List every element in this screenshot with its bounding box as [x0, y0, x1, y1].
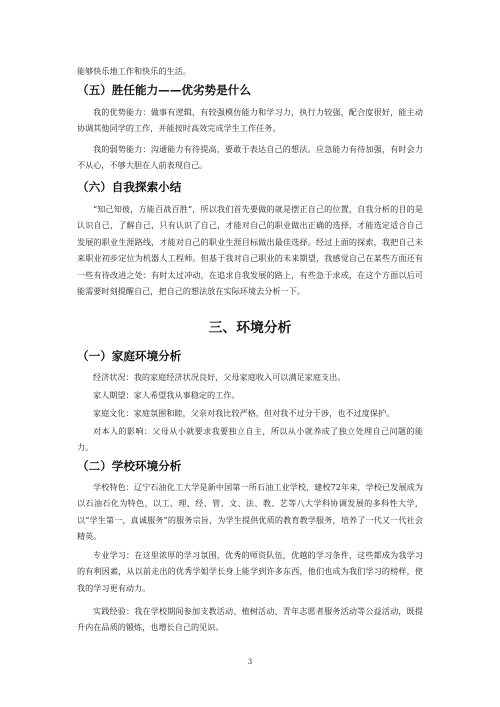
school-practice-paragraph: 实践经验：我在学校期间参加支教活动、植树活动、青年志愿者服务活动等公益活动，既提升内在品质的锻炼，也增长自己的见识。 — [77, 606, 423, 633]
school-heading: （二）学校环境分析 — [77, 459, 182, 473]
family-expectation-paragraph: 家人期望：家人希望我从事稳定的工作。 — [93, 390, 240, 400]
section6-heading: （六）自我探索小结 — [77, 180, 182, 194]
section6-summary-paragraph: “知己知彼，方能百战百胜”，所以我们首先要做的就是摆正自己的位置，自我分析的目的是认识自己，了解自己，只有认识了自己，才能对自己的职业做出正确的选择，才能选定适合自己发展的职业生涯路线，才能对自己的职业生涯目标做出最佳选择。经过上面的探索，我把自己未来职业初步定位为机器人工程师。但基于我对自己职业的未来期望，我感觉自己在某些方面还有一些有待改进之处：有时太过冲动，在追求自我发展的路上，有些急于求成，在这个方面以后可能需要时刻提醒自己，把自己的想法放在实际环境去分析一下。 — [77, 204, 423, 297]
family-heading: （一）家庭环境分析 — [77, 349, 182, 363]
school-study-paragraph: 专业学习：在这里浓厚的学习氛围，优秀的师资队伍，优越的学习条件，这些都成为我学习的有利因素，从以前走出的优秀学姐学长身上能学到许多东西，他们也成为我们学习的榜样，使我的学习更有动力。 — [77, 550, 423, 593]
family-culture-paragraph: 家庭文化：家庭氛围和睦，父亲对我比较严格，但对我不过分干涉，也不过度保护。 — [93, 408, 395, 418]
chapter3-heading: 三、环境分析 — [208, 320, 292, 336]
family-influence-paragraph: 对本人的影响：父母从小就要求我要独立自主，所以从小就养成了独立处理自己问题的能力。 — [77, 426, 423, 453]
section5-weaknesses-paragraph: 我的弱势能力：沟通能力有待提高，要敢于表达自己的想法。应急能力有待加强，有时会力不从心，不够大胆在人前表现自己。 — [77, 144, 423, 171]
family-economic-paragraph: 经济状况：我的家庭经济状况良好，父母家庭收入可以满足家庭支出。 — [93, 372, 346, 382]
school-features-paragraph: 学校特色：辽宁石油化工大学是新中国第一所石油工业学校，建校72年来，学校已发展成为以石油石化为特色，以工、理、经、管、文、法、教、艺等八大学科协调发展的多科性大学，以“学生第一，真诚服务”的服务宗旨，为学生提供优质的教育教学服务，培养了一代又一代社会精英。 — [77, 482, 423, 542]
section5-heading: （五）胜任能力——优劣势是什么 — [77, 83, 251, 97]
intro-tail-text: 能够快乐地工作和快乐的生活。 — [77, 66, 192, 76]
section5-strengths-paragraph: 我的优势能力：做事有逻辑，有较强模仿能力和学习力，执行力较强，配合度很好，能主动协调其他同学的工作，并能按时高效完成学生工作任务。 — [77, 107, 423, 134]
page-number: 3 — [247, 658, 253, 666]
